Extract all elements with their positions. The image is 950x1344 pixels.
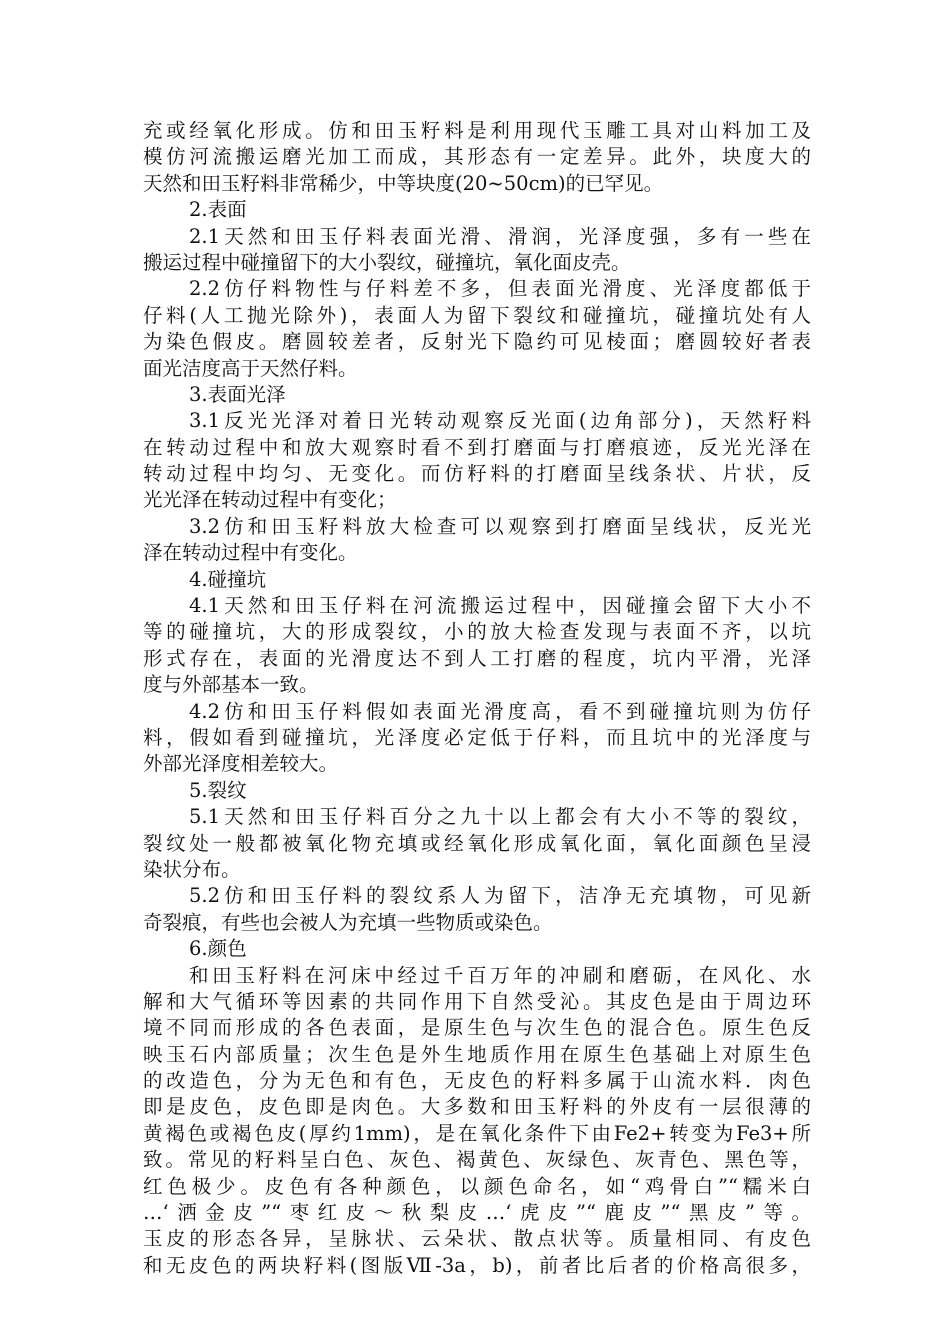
paragraph-first-line: 4.1天然和田玉仔料在河流搬运过程中，因碰撞会留下大小不: [189, 594, 811, 618]
text-line: 搬运过程中碰撞留下的大小裂纹，碰撞坑，氧化面皮壳。: [143, 250, 631, 274]
paragraph-first-line: 5.1天然和田玉仔料百分之九十以上都会有大小不等的裂纹，: [189, 805, 811, 829]
text-line: 等的碰撞坑，大的形成裂纹，小的放大检查发现与表面不齐，以坑: [143, 620, 811, 644]
text-line: …‘洒金皮”“枣红皮～秋梨皮…‘虎皮”“鹿皮”“黑皮”等。: [143, 1201, 811, 1225]
paragraph-first-line: 3.2仿和田玉籽料放大检查可以观察到打磨面呈线状，反光光: [189, 514, 811, 538]
text-line: 致。常见的籽料呈白色、灰色、褐黄色、灰绿色、灰青色、黑色等，: [143, 1148, 811, 1172]
text-line: 即是皮色，皮色即是肉色。大多数和田玉籽料的外皮有一层很薄的: [143, 1095, 811, 1119]
text-line: 黄褐色或褐色皮(厚约1mm)，是在氧化条件下由Fe2+转变为Fe3+所: [143, 1121, 811, 1145]
text-line: 和无皮色的两块籽料(图版Ⅶ-3a，b)，前者比后者的价格高很多，: [143, 1253, 811, 1277]
paragraph-first-line: 2.2仿仔料物性与仔料差不多，但表面光滑度、光泽度都低于: [189, 277, 811, 301]
text-line: 染状分布。: [143, 857, 241, 881]
document-body: [143, 118, 811, 1279]
text-line: 泽在转动过程中有变化。: [143, 541, 358, 565]
paragraph-first-line: 5.2仿和田玉仔料的裂纹系人为留下，洁净无充填物，可见新: [189, 884, 811, 908]
text-line: 解和大气循环等因素的共同作用下自然受沁。其皮色是由于周边环: [143, 989, 811, 1013]
text-line: 玉皮的形态各异，呈脉状、云朵状、散点状等。质量相同、有皮色: [143, 1227, 811, 1251]
text-line: 的改造色，分为无色和有色，无皮色的籽料多属于山流水料．肉色: [143, 1069, 811, 1093]
text-line: 充或经氧化形成。仿和田玉籽料是利用现代玉雕工具对山料加工及: [143, 119, 811, 142]
text-line: 红色极少。皮色有各种颜色，以颜色命名，如“鸡骨白”“糯米白: [143, 1174, 811, 1198]
text-line: 面光洁度高于天然仔料。: [143, 356, 358, 380]
paragraph-first-line: 和田玉籽料在河床中经过千百万年的冲刷和磨砺，在风化、水: [189, 963, 811, 987]
text-line: 为染色假皮。磨圆较差者，反射光下隐约可见棱面；磨圆较好者表: [143, 330, 811, 354]
section-heading: 2.表面: [189, 198, 247, 222]
text-line: 模仿河流搬运磨光加工而成，其形态有一定差异。此外，块度大的: [143, 145, 811, 169]
text-line: 在转动过程中和放大观察时看不到打磨面与打磨痕迹，反光光泽在: [143, 435, 811, 459]
section-heading: 3.表面光泽: [189, 382, 286, 406]
section-heading: 4.碰撞坑: [189, 567, 267, 591]
text-line: 境不同而形成的各色表面，是原生色与次生色的混合色。原生色反: [143, 1016, 811, 1040]
text-line: 奇裂痕，有些也会被人为充填一些物质或染色。: [143, 910, 553, 934]
section-heading: 6.颜色: [189, 937, 247, 961]
section-heading: 5.裂纹: [189, 778, 247, 802]
text-line: 料，假如看到碰撞坑，光泽度必定低于仔料，而且坑中的光泽度与: [143, 725, 811, 749]
paragraph-first-line: 2.1天然和田玉仔料表面光滑、滑润，光泽度强，多有一些在: [189, 224, 811, 248]
text-line: 度与外部基本一致。: [143, 673, 319, 697]
text-line: 光光泽在转动过程中有变化；: [143, 488, 397, 512]
text-line: 裂纹处一般都被氧化物充填或经氧化形成氧化面，氧化面颜色呈浸: [143, 831, 811, 855]
paragraph-first-line: 3.1反光光泽对着日光转动观察反光面(边角部分)，天然籽料: [189, 409, 811, 433]
text-line: 转动过程中均匀、无变化。而仿籽料的打磨面呈线条状、片状，反: [143, 462, 811, 486]
text-line: 外部光泽度相差较大。: [143, 752, 339, 776]
paragraph-first-line: 4.2仿和田玉仔料假如表面光滑度高，看不到碰撞坑则为仿仔: [189, 699, 811, 723]
text-line: 映玉石内部质量；次生色是外生地质作用在原生色基础上对原生色: [143, 1042, 811, 1066]
text-line: 天然和田玉籽料非常稀少，中等块度(20~50cm)的已罕见。: [143, 171, 664, 195]
text-line: 仔料(人工抛光除外)，表面人为留下裂纹和碰撞坑，碰撞坑处有人: [143, 303, 811, 327]
text-line: 形式存在，表面的光滑度达不到人工打磨的程度，坑内平滑，光泽: [143, 646, 811, 670]
